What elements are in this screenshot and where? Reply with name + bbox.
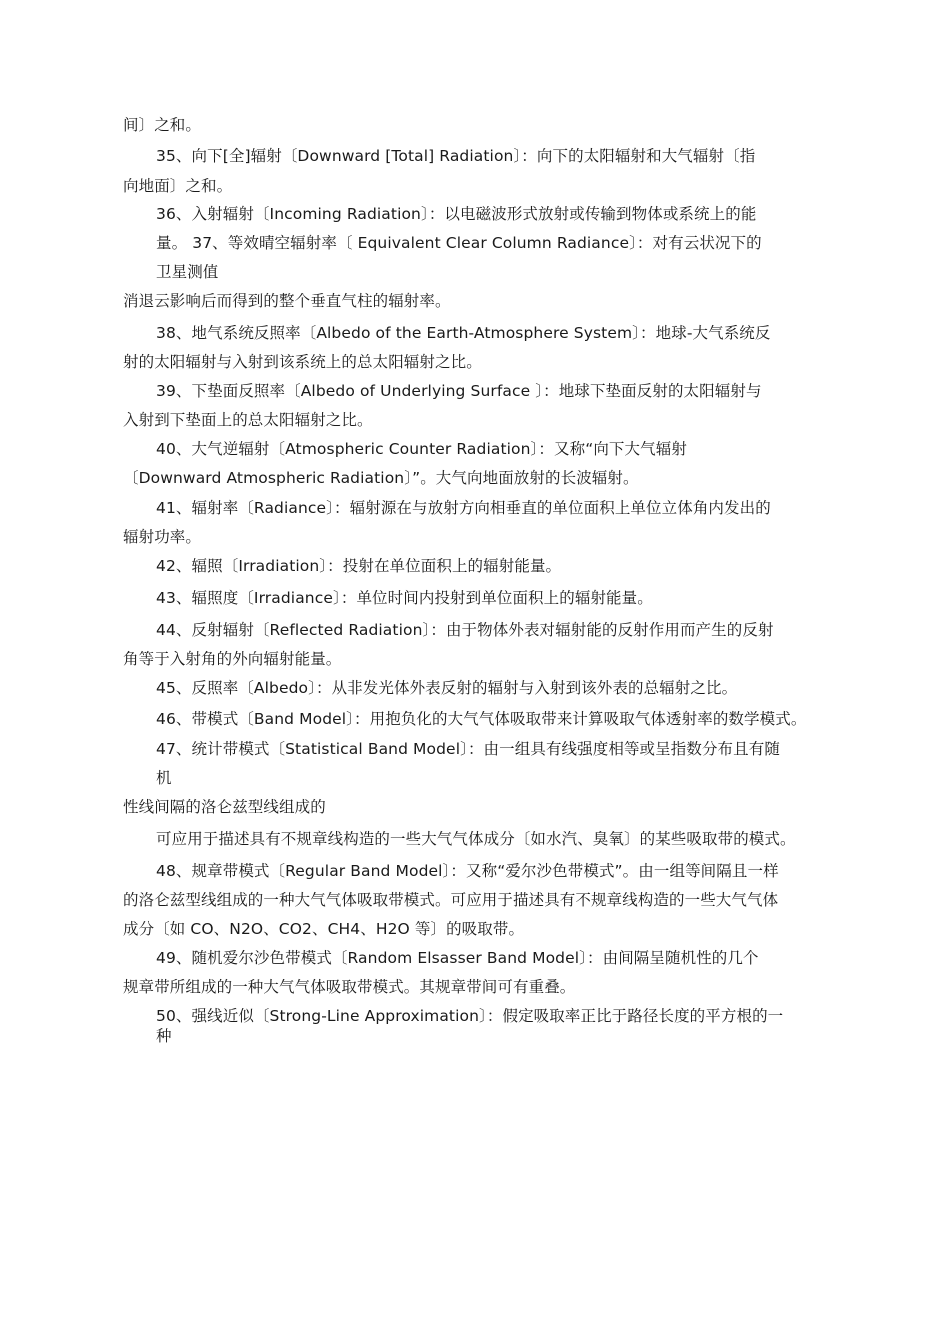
text-line: 36、入射辐射〔Incoming Radiation〕：以电磁波形式放射或传输到物体或系统上的能 (156, 205, 757, 223)
text-line: 消退云影响后而得到的整个垂直气柱的辐射率。 (123, 292, 451, 310)
text-line: 卫星测值 (156, 263, 219, 281)
text-line: 可应用于描述具有不规章线构造的一些大气气体成分〔如水汽、臭氧〕的某些吸取带的模式。 (156, 830, 796, 848)
text-line: 43、辐照度〔Irradiance〕：单位时间内投射到单位面积上的辐射能量。 (156, 589, 653, 607)
text-line: 辐射功率。 (123, 528, 202, 546)
text-line: 47、统计带模式〔Statistical Band Model〕：由一组具有线强度相等或呈指数分布且有随 (156, 740, 780, 758)
text-line: 种 (156, 1027, 172, 1045)
text-line: 的洛仑兹型线组成的一种大气气体吸取带模式。可应用于描述具有不规章线构造的一些大气气体 (123, 891, 779, 909)
text-line: 向地面〕之和。 (123, 177, 233, 195)
text-line: 量。 37、等效晴空辐射率〔 Equivalent Clear Column Radiance〕：对有云状况下的 (156, 234, 762, 252)
text-line: 38、地气系统反照率〔Albedo of the Earth-Atmosphere System〕：地球-大气系统反 (156, 324, 771, 342)
text-line: 射的太阳辐射与入射到该系统上的总太阳辐射之比。 (123, 353, 482, 371)
text-line: 35、向下[全]辐射〔Downward [Total] Radiation〕：向下的太阳辐射和大气辐射〔指 (156, 147, 756, 165)
text-line: 49、随机爱尔沙色带模式〔Random Elsasser Band Model〕：由间隔呈随机性的几个 (156, 949, 759, 967)
text-line: 41、辐射率〔Radiance〕：辐射源在与放射方向相垂直的单位面积上单位立体角内发出的 (156, 499, 771, 517)
text-line: 44、反射辐射〔Reflected Radiation〕：由于物体外表对辐射能的反射作用而产生的反射 (156, 621, 774, 639)
text-line: 40、大气逆辐射〔Atmospheric Counter Radiation〕：又称“向下大气辐射 (156, 440, 687, 458)
text-line: 48、规章带模式〔Regular Band Model〕：又称“爱尔沙色带模式”。由一组等间隔且一样 (156, 862, 779, 880)
text-line: 间〕之和。 (123, 116, 202, 134)
text-line: 50、强线近似〔Strong-Line Approximation〕：假定吸取率正比于路径长度的平方根的一 (156, 1007, 784, 1025)
text-line: 规章带所组成的一种大气气体吸取带模式。其规章带间可有重叠。 (123, 978, 576, 996)
text-line: 角等于入射角的外向辐射能量。 (123, 650, 342, 668)
text-line: 〔Downward Atmospheric Radiation〕”。大气向地面放射的长波辐射。 (123, 469, 639, 487)
text-line: 39、下垫面反照率〔Albedo of Underlying Surface 〕：地球下垫面反射的太阳辐射与 (156, 382, 762, 400)
text-line: 成分〔如 CO、N2O、CO2、CH4、H2O 等〕的吸取带。 (123, 920, 525, 938)
text-line: 42、辐照〔Irradiation〕：投射在单位面积上的辐射能量。 (156, 557, 562, 575)
text-line: 46、带模式〔Band Model〕：用抱负化的大气气体吸取带来计算吸取气体透射率的数学模式。 (156, 710, 807, 728)
text-line: 45、反照率〔Albedo〕：从非发光体外表反射的辐射与入射到该外表的总辐射之比。 (156, 679, 738, 697)
text-line: 机 (156, 769, 172, 787)
text-line: 性线间隔的洛仑兹型线组成的 (123, 798, 326, 816)
text-line: 入射到下垫面上的总太阳辐射之比。 (123, 411, 373, 429)
